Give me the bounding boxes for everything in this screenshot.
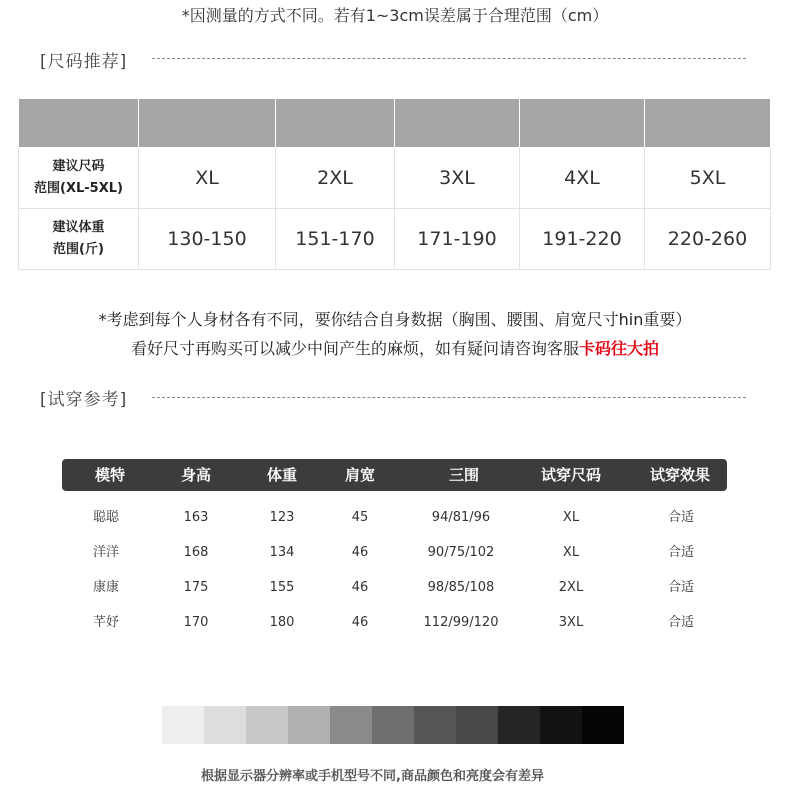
col-header-measurements: 三围 [448, 466, 479, 484]
size-label-line1: 建议尺码 [52, 159, 105, 174]
fit-tip-text: 看好尺寸再购买可以减少中间产生的麻烦，如有疑问请咨询客服 [130, 339, 579, 358]
try-table-header [62, 459, 727, 491]
model-measurements: 98/85/108 [427, 580, 495, 595]
model-weight: 134 [269, 545, 295, 560]
weight-cell: 220-260 [645, 209, 771, 270]
col-header-model: 模特 [94, 466, 125, 484]
size-label-line2: 范围(XL-5XL) [34, 181, 123, 196]
model-try-size: 3XL [558, 615, 584, 630]
size-recommendation-table [18, 98, 771, 270]
size-table-row-size [19, 148, 771, 209]
weight-cell: 191-220 [520, 209, 645, 270]
col-header-shoulder: 肩宽 [344, 466, 375, 484]
model-shoulder: 46 [351, 615, 369, 630]
model-height: 168 [183, 545, 209, 560]
model-measurements: 94/81/96 [431, 510, 491, 525]
weight-cell: 130-150 [139, 209, 276, 270]
measurement-note: *因测量的方式不同。若有1~3cm误差属于合理范围（cm） [181, 6, 609, 25]
model-weight: 155 [269, 580, 295, 595]
model-shoulder: 45 [351, 510, 369, 525]
size-table-header [19, 99, 771, 148]
weight-row-label [19, 209, 139, 270]
model-shoulder: 46 [351, 580, 369, 595]
model-name: 聪聪 [92, 510, 119, 525]
model-weight: 180 [269, 615, 295, 630]
model-try-size: XL [562, 510, 580, 525]
try-section-title: [试穿参考] [40, 390, 128, 410]
model-try-effect: 合适 [667, 615, 694, 630]
size-section-title: [尺码推荐] [40, 52, 128, 72]
model-measurements: 112/99/120 [423, 615, 499, 630]
model-height: 170 [183, 615, 209, 630]
size-cell: XL [139, 148, 276, 209]
model-try-effect: 合适 [667, 545, 694, 560]
model-measurements: 90/75/102 [427, 545, 495, 560]
model-shoulder: 46 [351, 545, 369, 560]
color-disclaimer: 根据显示器分辨率或手机型号不同,商品颜色和亮度会有差异 [201, 769, 544, 784]
size-table-row-weight [19, 209, 771, 270]
grayscale-swatch-bar [162, 706, 624, 744]
size-cell: 2XL [276, 148, 395, 209]
gray-swatch-5 [330, 706, 372, 744]
model-height: 175 [183, 580, 209, 595]
try-section-divider [152, 397, 746, 398]
size-section-divider [152, 58, 746, 59]
model-name: 芊妤 [92, 615, 119, 630]
weight-label-line1: 建议体重 [52, 220, 105, 235]
size-cell: 4XL [520, 148, 645, 209]
table-row [62, 506, 727, 530]
fit-tip-line2 [0, 336, 790, 359]
table-row [62, 611, 727, 635]
model-weight: 123 [269, 510, 295, 525]
model-try-size: XL [562, 545, 580, 560]
fit-tip-highlight: 卡码往大拍 [579, 339, 660, 358]
col-header-try-effect: 试穿效果 [649, 466, 710, 484]
col-header-weight: 体重 [266, 466, 297, 484]
model-name: 洋洋 [92, 545, 119, 560]
gray-swatch-7 [414, 706, 456, 744]
size-cell: 5XL [645, 148, 771, 209]
gray-swatch-4 [288, 706, 330, 744]
weight-cell: 151-170 [276, 209, 395, 270]
col-header-height: 身高 [180, 466, 211, 484]
model-try-effect: 合适 [667, 580, 694, 595]
model-height: 163 [183, 510, 209, 525]
gray-swatch-8 [456, 706, 498, 744]
model-try-effect: 合适 [667, 510, 694, 525]
size-row-label [19, 148, 139, 209]
gray-swatch-6 [372, 706, 414, 744]
table-row [62, 541, 727, 565]
gray-swatch-2 [204, 706, 246, 744]
gray-swatch-10 [540, 706, 582, 744]
weight-label-line2: 范围(斤) [53, 242, 104, 257]
model-try-size: 2XL [558, 580, 584, 595]
weight-cell: 171-190 [395, 209, 520, 270]
gray-swatch-11 [582, 706, 624, 744]
model-name: 康康 [92, 580, 119, 595]
col-header-try-size: 试穿尺码 [540, 466, 601, 484]
size-cell: 3XL [395, 148, 520, 209]
gray-swatch-9 [498, 706, 540, 744]
table-row [62, 576, 727, 600]
gray-swatch-1 [162, 706, 204, 744]
gray-swatch-3 [246, 706, 288, 744]
fit-tip-line1: *考虑到每个人身材各有不同，要你结合自身数据（胸围、腰围、肩宽尺寸hin重要） [98, 310, 692, 329]
